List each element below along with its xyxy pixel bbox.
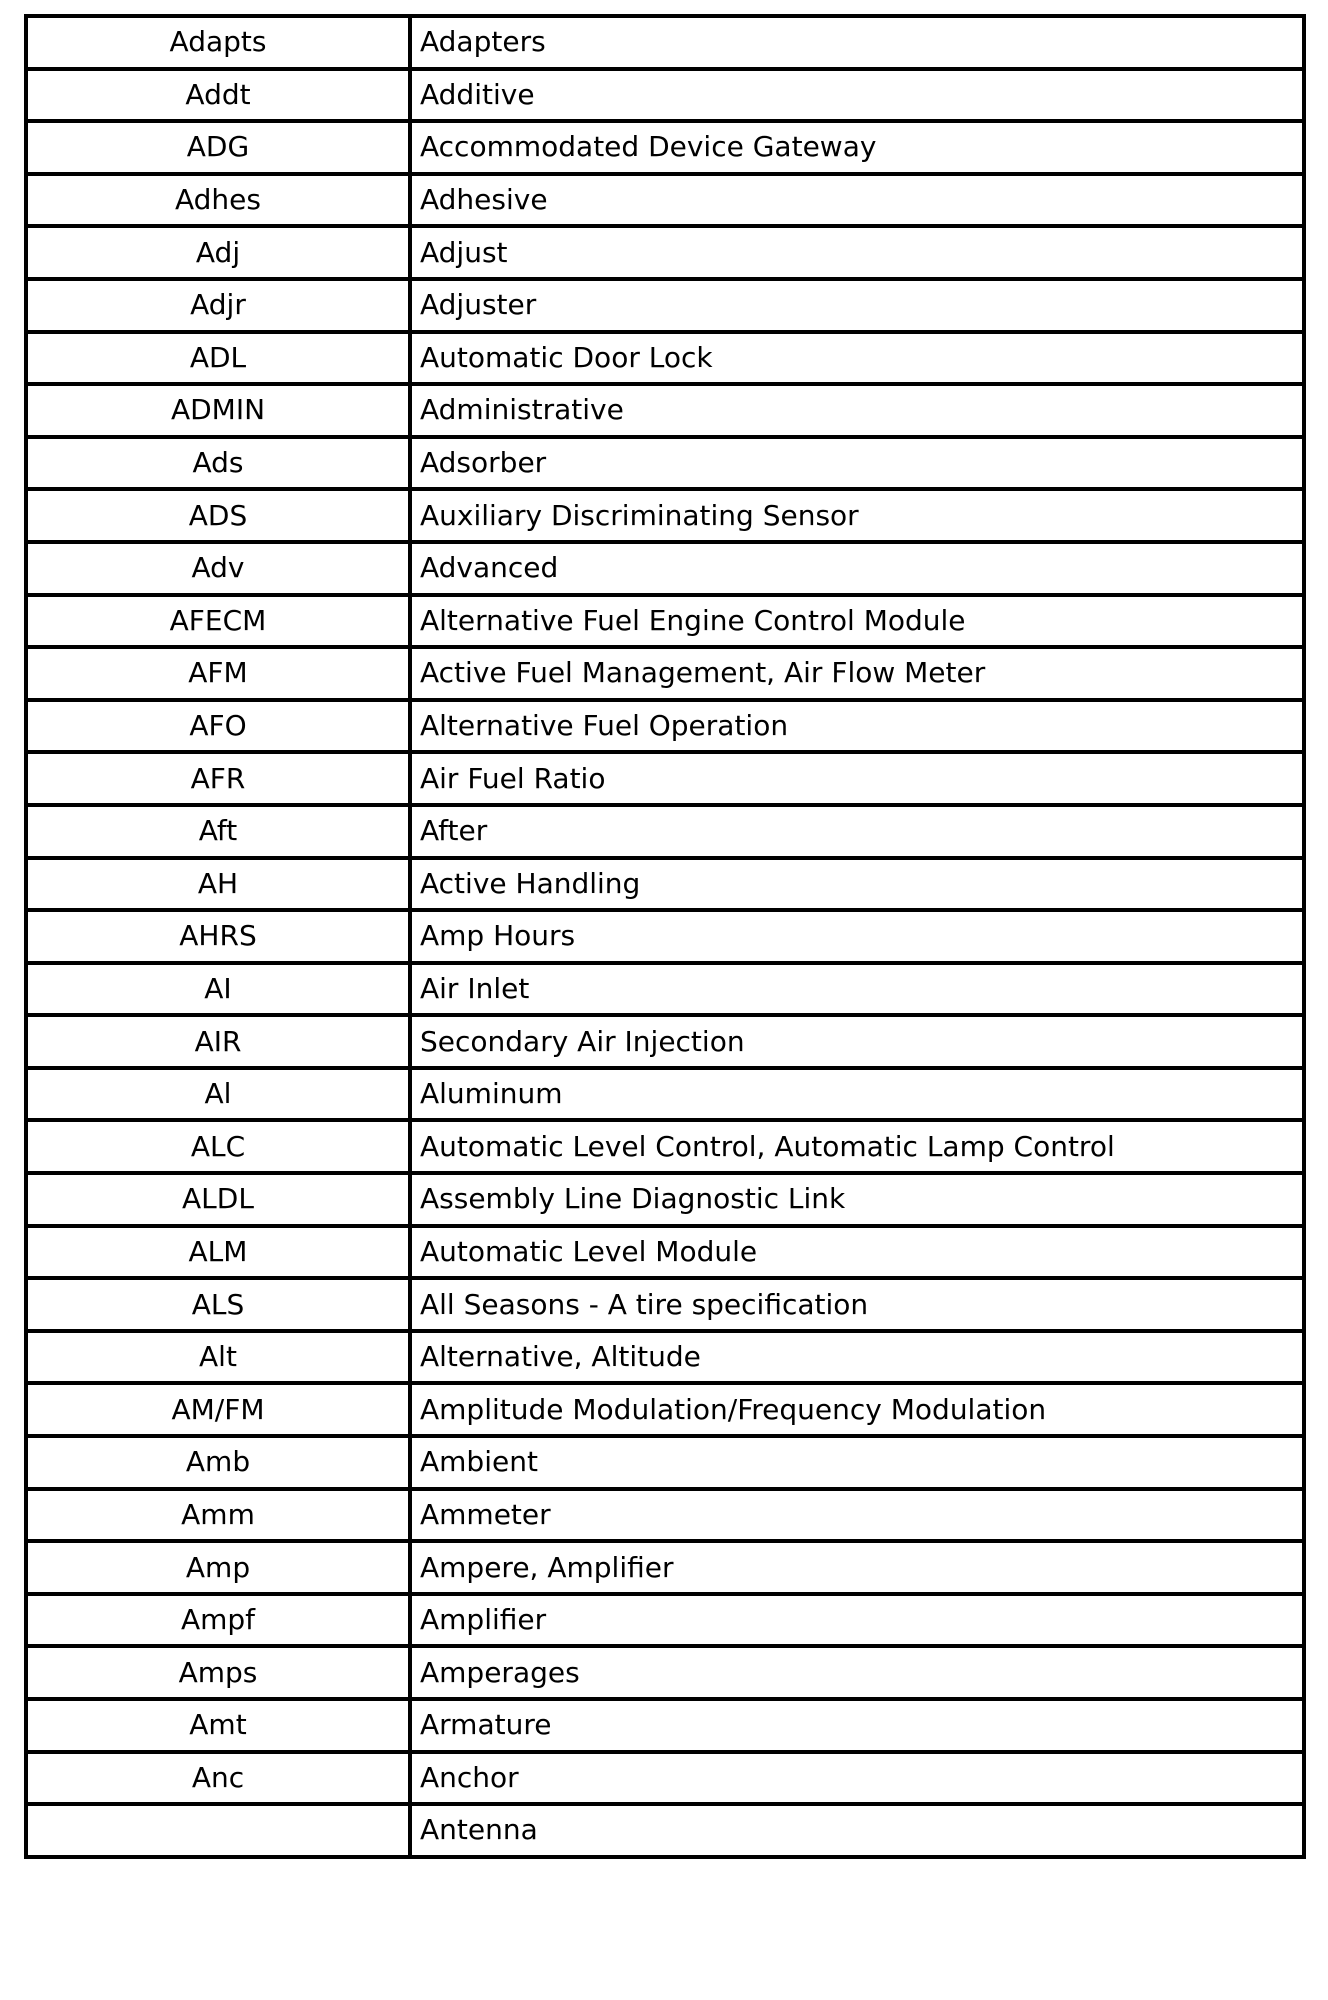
abbreviation-cell: Adv bbox=[26, 542, 410, 595]
table-row bbox=[26, 1646, 1304, 1699]
abbreviation-cell: ADMIN bbox=[26, 384, 410, 437]
abbreviation-cell: Anc bbox=[26, 1752, 410, 1805]
abbreviation-cell: ALM bbox=[26, 1226, 410, 1279]
table-row bbox=[26, 1068, 1304, 1121]
abbreviation-cell: AFR bbox=[26, 752, 410, 805]
meaning-cell: Air Fuel Ratio bbox=[410, 752, 1304, 805]
abbreviation-table bbox=[24, 14, 1306, 1859]
table-row bbox=[26, 226, 1304, 279]
abbreviation-cell: AHRS bbox=[26, 910, 410, 963]
meaning-cell: Auxiliary Discriminating Sensor bbox=[410, 489, 1304, 542]
abbreviation-cell: Amps bbox=[26, 1646, 410, 1699]
abbreviation-cell: Adjr bbox=[26, 279, 410, 332]
meaning-cell: Armature bbox=[410, 1699, 1304, 1752]
table-row bbox=[26, 805, 1304, 858]
table-row bbox=[26, 121, 1304, 174]
abbreviation-cell: Alt bbox=[26, 1331, 410, 1384]
abbreviation-cell: ADS bbox=[26, 489, 410, 542]
table-row bbox=[26, 1278, 1304, 1331]
meaning-cell: Administrative bbox=[410, 384, 1304, 437]
table-row bbox=[26, 1120, 1304, 1173]
table-row bbox=[26, 1804, 1304, 1857]
table-row bbox=[26, 542, 1304, 595]
abbreviation-cell: Amp bbox=[26, 1541, 410, 1594]
meaning-cell: Ampere, Amplifier bbox=[410, 1541, 1304, 1594]
meaning-cell: Adjust bbox=[410, 226, 1304, 279]
abbreviation-cell: Addt bbox=[26, 69, 410, 122]
meaning-cell: Accommodated Device Gateway bbox=[410, 121, 1304, 174]
abbreviation-cell: Amb bbox=[26, 1436, 410, 1489]
abbreviation-cell: AFECM bbox=[26, 595, 410, 648]
table-row bbox=[26, 1699, 1304, 1752]
meaning-cell: Automatic Door Lock bbox=[410, 332, 1304, 385]
abbreviation-cell: AM/FM bbox=[26, 1383, 410, 1436]
table-row bbox=[26, 16, 1304, 69]
meaning-cell: Ammeter bbox=[410, 1489, 1304, 1542]
meaning-cell: Additive bbox=[410, 69, 1304, 122]
meaning-cell: Automatic Level Module bbox=[410, 1226, 1304, 1279]
table-row bbox=[26, 332, 1304, 385]
table-row bbox=[26, 1489, 1304, 1542]
abbreviation-cell: ADG bbox=[26, 121, 410, 174]
abbreviation-cell: Al bbox=[26, 1068, 410, 1121]
abbreviation-cell: ALS bbox=[26, 1278, 410, 1331]
meaning-cell: Amperages bbox=[410, 1646, 1304, 1699]
table-row bbox=[26, 963, 1304, 1016]
table-row bbox=[26, 700, 1304, 753]
table-row bbox=[26, 1226, 1304, 1279]
meaning-cell: Alternative Fuel Engine Control Module bbox=[410, 595, 1304, 648]
table-row bbox=[26, 858, 1304, 911]
table-row bbox=[26, 752, 1304, 805]
meaning-cell: Anchor bbox=[410, 1752, 1304, 1805]
abbreviation-cell: Amm bbox=[26, 1489, 410, 1542]
table-row bbox=[26, 1331, 1304, 1384]
table-row bbox=[26, 1436, 1304, 1489]
meaning-cell: Automatic Level Control, Automatic Lamp Control bbox=[410, 1120, 1304, 1173]
table-row bbox=[26, 1015, 1304, 1068]
meaning-cell: Amplifier bbox=[410, 1594, 1304, 1647]
meaning-cell: Active Handling bbox=[410, 858, 1304, 911]
meaning-cell: Adsorber bbox=[410, 437, 1304, 490]
table-row bbox=[26, 910, 1304, 963]
meaning-cell: Assembly Line Diagnostic Link bbox=[410, 1173, 1304, 1226]
abbreviation-cell: Adhes bbox=[26, 174, 410, 227]
table-row bbox=[26, 1173, 1304, 1226]
abbreviation-cell: Adj bbox=[26, 226, 410, 279]
abbreviation-table-body bbox=[26, 16, 1304, 1857]
table-row bbox=[26, 69, 1304, 122]
table-row bbox=[26, 1594, 1304, 1647]
abbreviation-cell: Amt bbox=[26, 1699, 410, 1752]
meaning-cell: Air Inlet bbox=[410, 963, 1304, 1016]
meaning-cell: Ambient bbox=[410, 1436, 1304, 1489]
abbreviation-cell bbox=[26, 1804, 410, 1857]
abbreviation-cell: Aft bbox=[26, 805, 410, 858]
meaning-cell: Active Fuel Management, Air Flow Meter bbox=[410, 647, 1304, 700]
abbreviation-cell: ALC bbox=[26, 1120, 410, 1173]
table-row bbox=[26, 647, 1304, 700]
abbreviation-document bbox=[24, 14, 1306, 1859]
table-row bbox=[26, 174, 1304, 227]
abbreviation-cell: Ampf bbox=[26, 1594, 410, 1647]
abbreviation-cell: Adapts bbox=[26, 16, 410, 69]
table-row bbox=[26, 489, 1304, 542]
table-row bbox=[26, 595, 1304, 648]
meaning-cell: Advanced bbox=[410, 542, 1304, 595]
meaning-cell: Adhesive bbox=[410, 174, 1304, 227]
abbreviation-cell: AI bbox=[26, 963, 410, 1016]
meaning-cell: All Seasons - A tire specification bbox=[410, 1278, 1304, 1331]
meaning-cell: Alternative, Altitude bbox=[410, 1331, 1304, 1384]
abbreviation-cell: AIR bbox=[26, 1015, 410, 1068]
table-row bbox=[26, 1383, 1304, 1436]
meaning-cell: Antenna bbox=[410, 1804, 1304, 1857]
meaning-cell: Secondary Air Injection bbox=[410, 1015, 1304, 1068]
meaning-cell: Adjuster bbox=[410, 279, 1304, 332]
meaning-cell: Alternative Fuel Operation bbox=[410, 700, 1304, 753]
abbreviation-cell: AFM bbox=[26, 647, 410, 700]
abbreviation-cell: ALDL bbox=[26, 1173, 410, 1226]
meaning-cell: Amp Hours bbox=[410, 910, 1304, 963]
table-row bbox=[26, 279, 1304, 332]
meaning-cell: Aluminum bbox=[410, 1068, 1304, 1121]
abbreviation-cell: ADL bbox=[26, 332, 410, 385]
meaning-cell: After bbox=[410, 805, 1304, 858]
abbreviation-cell: AFO bbox=[26, 700, 410, 753]
table-row bbox=[26, 437, 1304, 490]
table-row bbox=[26, 384, 1304, 437]
meaning-cell: Amplitude Modulation/Frequency Modulation bbox=[410, 1383, 1304, 1436]
abbreviation-cell: Ads bbox=[26, 437, 410, 490]
table-row bbox=[26, 1541, 1304, 1594]
table-row bbox=[26, 1752, 1304, 1805]
abbreviation-cell: AH bbox=[26, 858, 410, 911]
meaning-cell: Adapters bbox=[410, 16, 1304, 69]
